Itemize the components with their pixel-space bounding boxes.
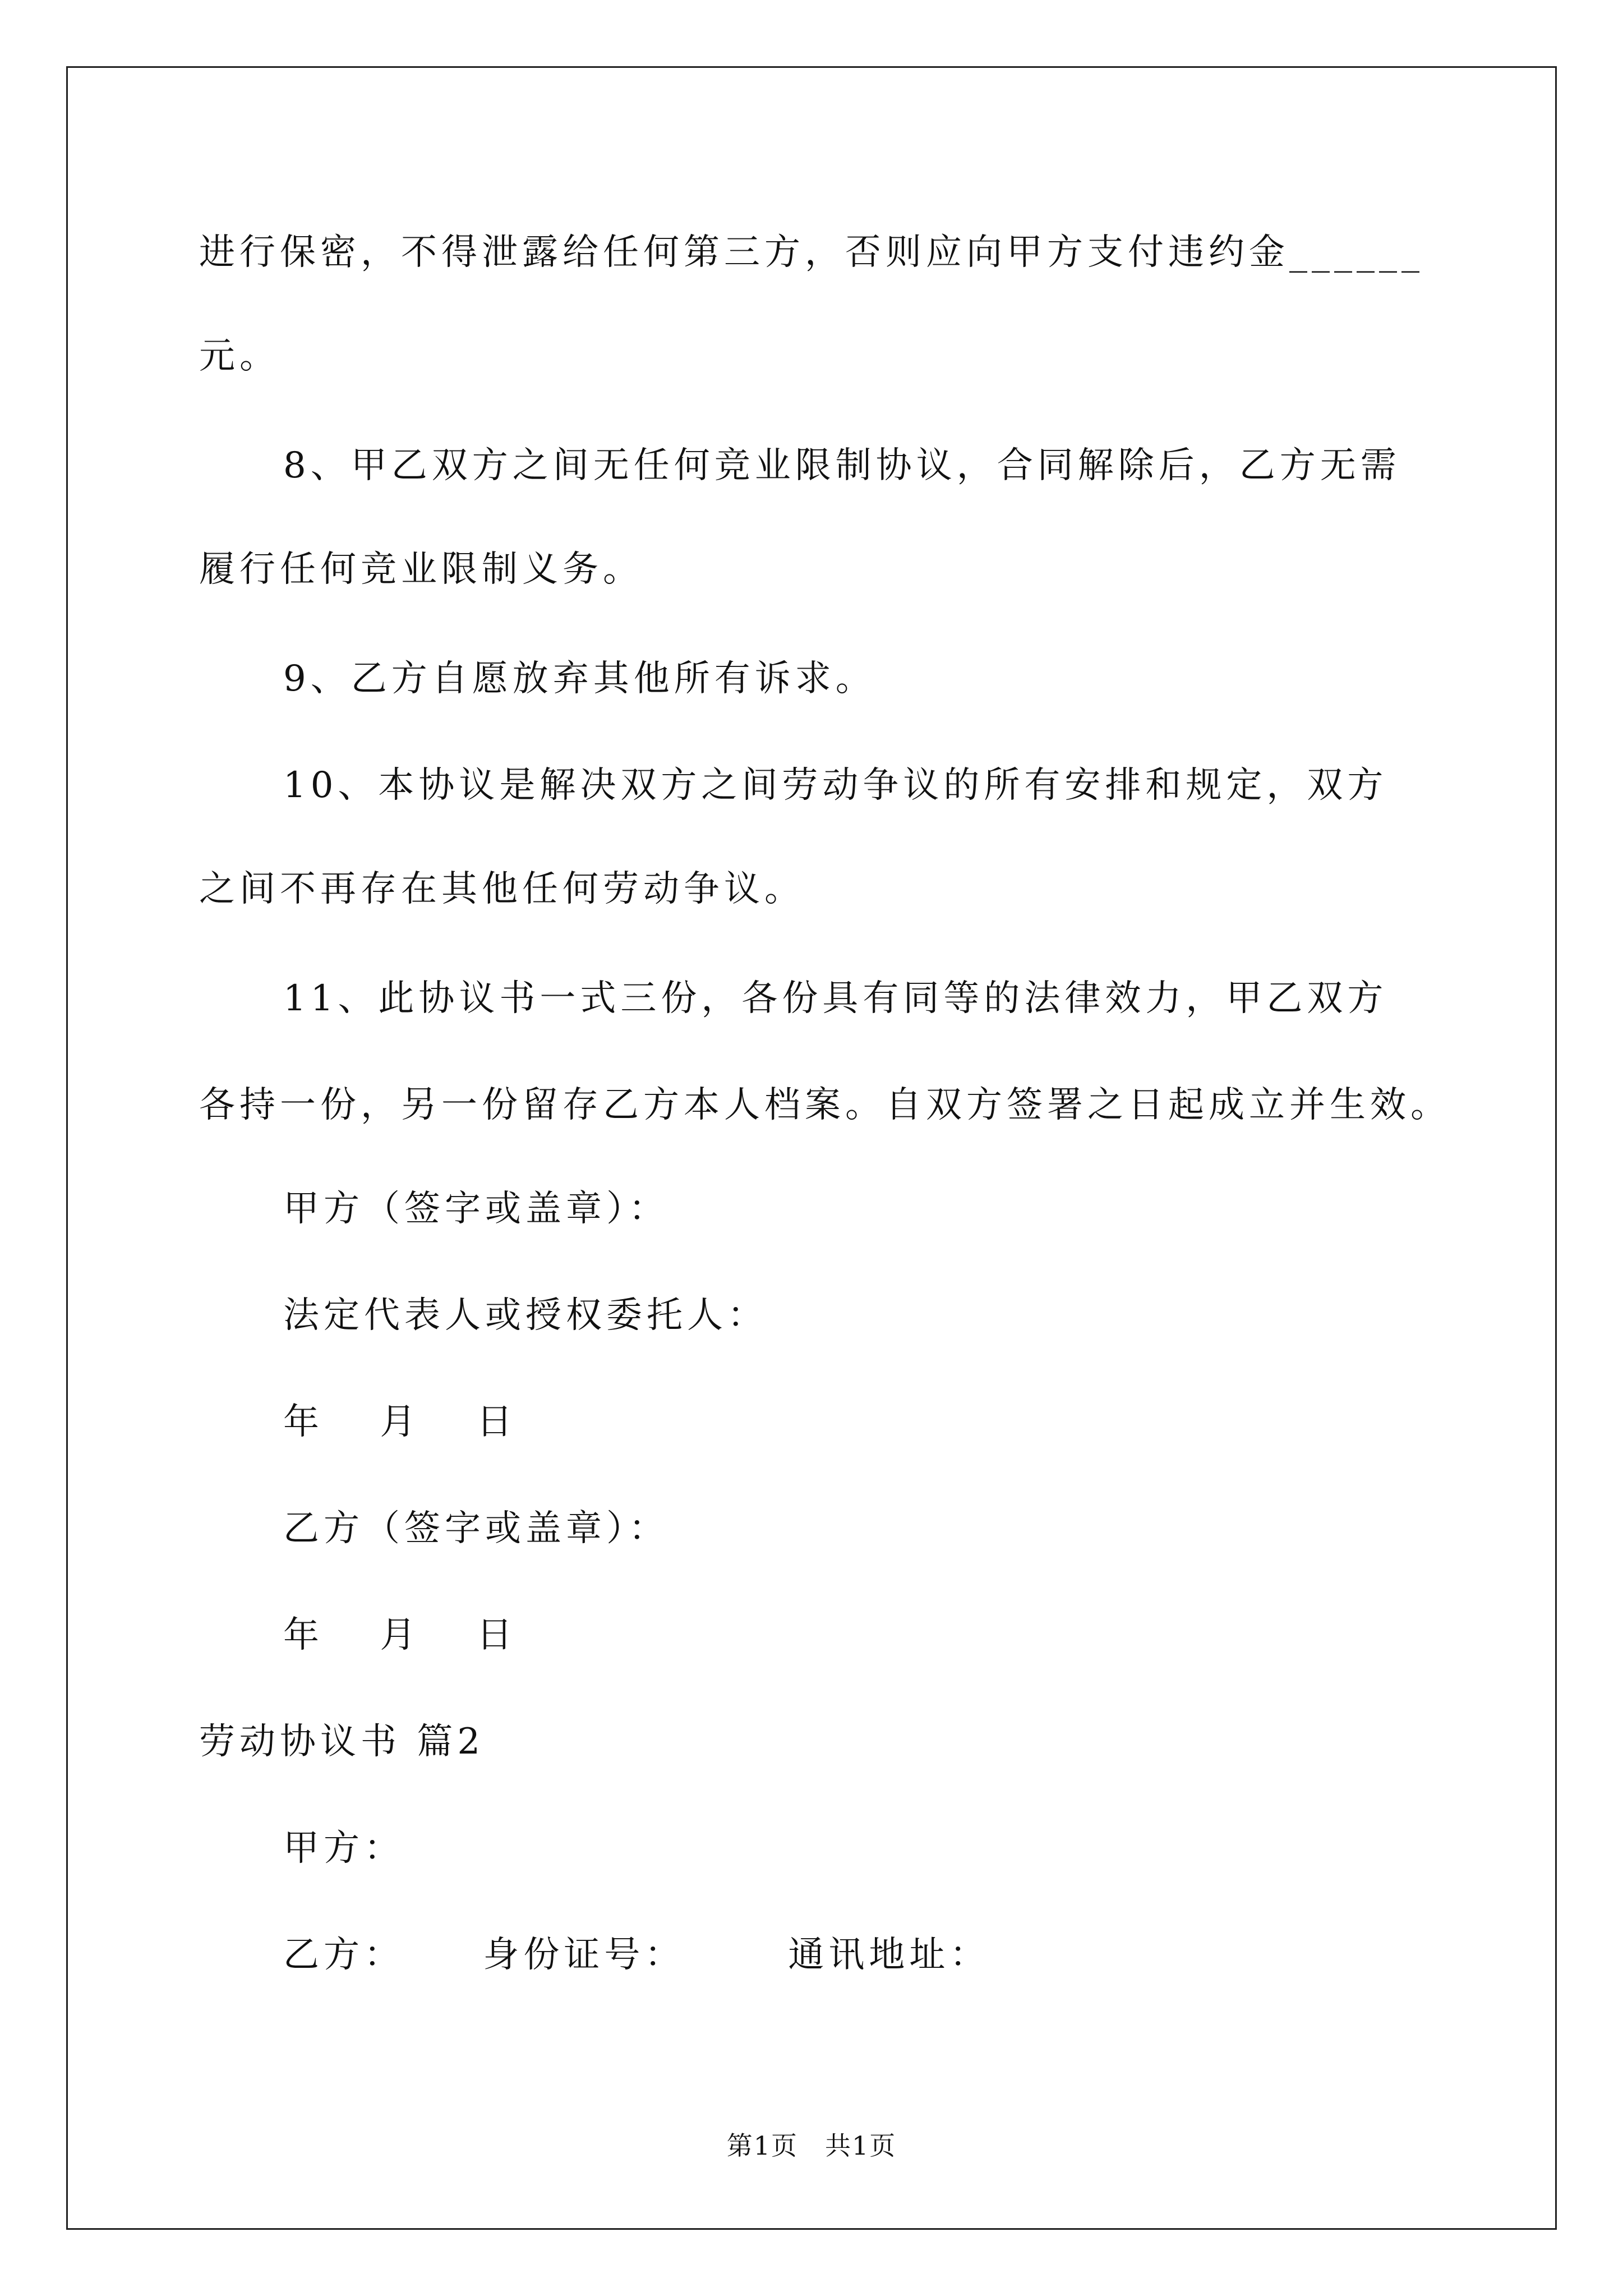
text-line-1: 进行保密，不得泄露给任何第三方，否则应向甲方支付违约金______ (199, 232, 1424, 273)
clause-11-line-1: 11、此协议书一式三份，各份具有同等的法律效力，甲乙双方 (283, 978, 1388, 1019)
legal-representative-label: 法定代表人或授权委托人： (283, 1295, 768, 1336)
clause-10-line-2: 之间不再存在其他任何劳动争议。 (199, 868, 805, 910)
party-b-info-line: 乙方： 身份证号： 通讯地址： (283, 1934, 990, 1976)
party-a-signature-label: 甲方（签字或盖章）： (283, 1188, 669, 1230)
clause-8-line-1: 8、甲乙双方之间无任何竞业限制协议，合同解除后，乙方无需 (283, 445, 1401, 486)
party-a-date-label: 年 月 日 (283, 1401, 517, 1443)
text-line-2: 元。 (199, 335, 280, 377)
clause-9: 9、乙方自愿放弃其他所有诉求。 (283, 658, 876, 700)
party-a-label: 甲方： (283, 1828, 404, 1869)
page-footer: 第1页 共1页 (726, 2131, 897, 2161)
party-b-signature-label: 乙方（签字或盖章）： (283, 1508, 669, 1549)
clause-11-line-2: 各持一份，另一份留存乙方本人档案。自双方签署之日起成立并生效。 (199, 1084, 1451, 1126)
clause-10-line-1: 10、本协议是解决双方之间劳动争议的所有安排和规定，双方 (283, 765, 1388, 806)
party-b-date-label: 年 月 日 (283, 1614, 517, 1656)
page-border (66, 66, 1557, 2230)
clause-8-line-2: 履行任何竞业限制义务。 (199, 549, 643, 590)
section-heading: 劳动协议书 篇2 (199, 1721, 485, 1763)
